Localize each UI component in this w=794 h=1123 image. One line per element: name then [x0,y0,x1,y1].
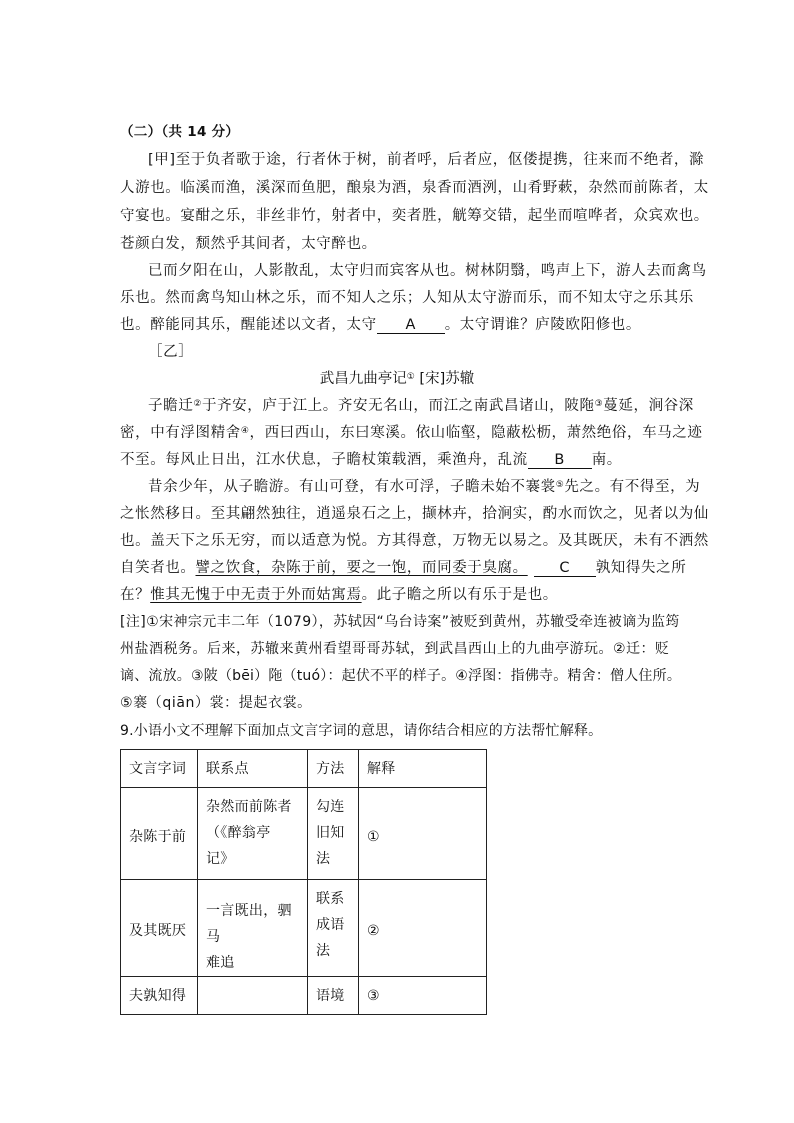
underlined-sentence-1: 譬之饮食，杂陈于前，要之一饱，而同委于臭腐。 [195,560,528,576]
word-cell: 夫孰知得 [121,977,198,1015]
jia-line-2: 人游也。临溪而渔，溪深而鱼肥，酿泉为酒，泉香而酒洌，山肴野蔌，杂然而前陈者，太 [120,180,709,196]
blank-a: A [377,317,445,334]
yi-label: ［乙］ [148,344,194,360]
yi-p2-line-4: 自笑者也。譬之饮食，杂陈于前，要之一饱，而同委于臭腐。 C 孰知得失之所 [120,560,687,576]
yi-p2-line-2: 之怅然移日。至其翩然独往，逍遥泉石之上，撷林卉，拾涧实，酌水而饮之，见者以为仙 [120,506,709,522]
yi-p1-line-1: 子瞻迁②于齐安，庐于江上。齐安无名山，而江之南武昌诸山，陂陁③蔓延，涧谷深 [148,398,694,414]
word-cell: 杂陈于前 [121,788,198,880]
method-cell: 语境 [308,977,359,1015]
yi-p2-line-3: 也。盖天下之乐无穷，而以适意为悦。方其得意，万物无以易之。及其既厌，未有不洒然 [120,533,709,549]
table-row [121,880,487,977]
underlined-sentence-2: 惟其无愧于中无责于外而姑寓焉 [150,587,362,603]
jia-label: [甲] [148,152,176,168]
jia-line-1: [甲]至于负者歌于途，行者休于树，前者呼，后者应，伛偻提携，往来而不绝者，滁 [148,152,705,168]
method-cell: 联系 成语 法 [308,880,359,977]
table-row [121,788,487,880]
yi-title: 武昌九曲亭记① [宋]苏辙 [319,371,475,387]
table-header-row [121,750,487,788]
jia-line-7: 也。醉能同其乐，醒能述以文者，太守 A 。太守谓谁？庐陵欧阳修也。 [120,317,642,333]
answer-cell[interactable]: ③ [359,977,487,1015]
table-header: 联系点 [198,750,308,788]
link-cell [198,977,308,1015]
note-line-4: ⑤褰（qiān）裳：提起衣裳。 [120,695,312,711]
yi-p1-line-3: 不至。每风止日出，江水伏息，子瞻杖策载酒，乘渔舟，乱流 B 南。 [120,452,622,468]
note-line-2: 州盐酒税务。后来，苏辙来黄州看望哥哥苏轼，到武昌西山上的九曲亭游玩。②迁：贬 [120,641,670,657]
section-title: （二）（共 14 分） [120,124,240,140]
jia-line-3: 守宴也。宴酣之乐，非丝非竹，射者中，奕者胜，觥筹交错，起坐而喧哗者，众宾欢也。 [120,208,709,224]
table-header: 文言字词 [121,750,198,788]
jia-line-5: 已而夕阳在山，人影散乱，太守归而宾客从也。树林阴翳，鸣声上下，游人去而禽鸟 [148,263,707,279]
yi-p1-line-2: 密，中有浮图精舍④，西曰西山，东曰寒溪。依山临壑，隐蔽松枥，萧然绝俗，车马之迹 [120,425,703,441]
yi-p2-line-5: 在？惟其无愧于中无责于外而姑寓焉。此子瞻之所以有乐于是也。 [120,587,558,603]
link-cell: 一言既出，驷马 难追 [198,880,308,977]
note-line-1: [注]①宋神宗元丰二年（1079），苏轼因“乌台诗案”被贬到黄州，苏辙受牵连被谪为监筠 [120,614,680,630]
method-cell: 勾连 旧知 法 [308,788,359,880]
note-mark-1: ① [406,372,415,382]
question-9: 9.小语小文不理解下面加点文言字词的意思，请你结合相应的方法帮忙解释。 [120,723,603,739]
answer-table [120,749,487,1015]
blank-b: B [528,452,592,469]
jia-line-4: 苍颜白发，颓然乎其间者，太守醉也。 [120,236,377,252]
answer-cell[interactable]: ① [359,788,487,880]
link-cell: 杂然而前陈者 （《醉翁亭 记》 [198,788,308,880]
table-row [121,977,487,1015]
word-cell: 及其既厌 [121,880,198,977]
answer-cell[interactable]: ② [359,880,487,977]
yi-author: [宋]苏辙 [419,371,475,387]
jia-line-6: 乐也。然而禽鸟知山林之乐，而不知人之乐；人知从太守游而乐，而不知太守之乐其乐 [120,290,694,306]
table-header: 方法 [308,750,359,788]
yi-p2-line-1: 昔余少年，从子瞻游。有山可登，有水可浮，子瞻未始不褰裳⑤先之。有不得至，为 [148,479,701,495]
table-header: 解释 [359,750,487,788]
note-line-3: 谪、流放。③陂（bēi）陁（tuó）：起伏不平的样子。④浮图：指佛寺。精舍：僧人住所。 [120,668,682,684]
blank-c: C [534,560,596,577]
